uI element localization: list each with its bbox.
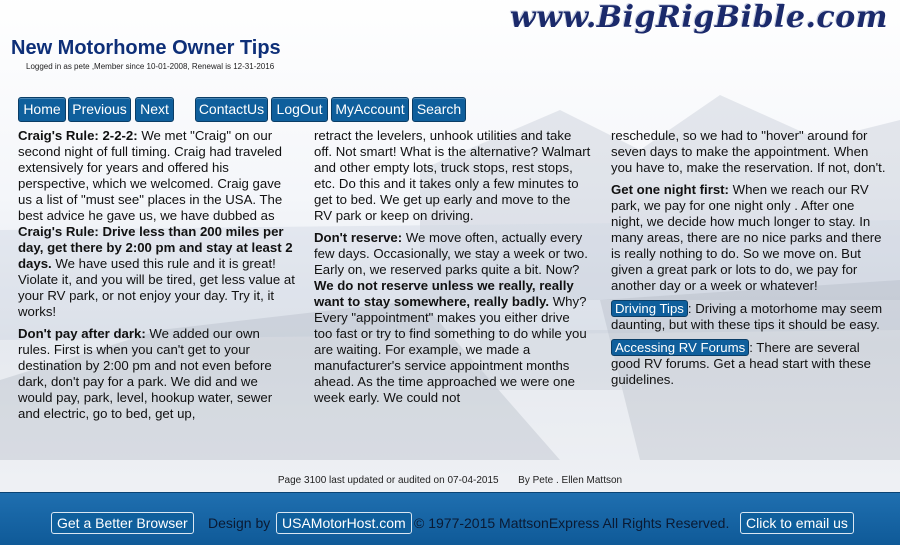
home-button[interactable]: Home [18, 97, 66, 122]
usamotorhost-link[interactable]: USAMotorHost.com [276, 512, 412, 534]
next-button[interactable]: Next [135, 97, 174, 122]
article-column-2 [314, 128, 591, 412]
heading-dont-reserve: Don't reserve: [314, 230, 403, 245]
previous-button[interactable]: Previous [68, 97, 131, 122]
heading-craigs-rule: Craig's Rule: 2-2-2: [18, 128, 138, 143]
paragraph-text: We have used this rule and it is great! Violate it, and you will be tired, get less value at your RV park, or not enjoy your day. Try it, it works! [18, 256, 295, 319]
my-account-button[interactable]: MyAccount [331, 97, 409, 122]
design-by-text: Design by [208, 515, 271, 531]
paragraph-text: We met "Craig" on our second night of full timing. Craig had traveled extensively for years and offered his perspective, which we welcomed. Craig gave us a list of "must see" places in the USA. The best advice he gave us, we have dubbed as [18, 128, 283, 223]
search-button[interactable]: Search [412, 97, 466, 122]
paragraph-text: : Driving a motorhome may seem daunting, but with these tips it should be easy. [611, 301, 883, 332]
email-us-button[interactable]: Click to email us [740, 512, 854, 534]
paragraph-dont-reserve [314, 230, 591, 406]
last-updated-text: Page 3100 last updated or audited on 07-04-2015 [277, 475, 499, 486]
author-text: By Pete . Ellen Mattson [518, 475, 623, 486]
accessing-rv-forums-link[interactable]: Accessing RV Forums [611, 339, 749, 356]
paragraph-text: reschedule, so we had to "hover" around for seven days to make the appointment. When you have to, make the reservation. If not, don't. [611, 128, 886, 175]
craigs-rule-bold: Craig's Rule: Drive less than 200 miles per day, get there by 2:00 pm and stay at least 2 days. [18, 224, 293, 271]
article-columns [18, 128, 888, 450]
paragraph-text: We added our own rules. First is when you can't get to your destination by 2:00 pm and not even before dark, don't pay for a park. We did and we would pay, park, level, hookup water, sewer and electric, go to bed, get up, [18, 326, 273, 421]
contact-us-button[interactable]: ContactUs [195, 97, 268, 122]
paragraph-text: Why? Every "appointment" makes you either drive too fast or try to find something to do while you are waiting. For example, we made a manufacturer's service appointment months ahead. As the time approached we were one week early. We could not [314, 294, 587, 405]
heading-dont-pay-after-dark: Don't pay after dark: [18, 326, 146, 341]
paragraph-continued [314, 128, 591, 224]
footer-bar [0, 492, 900, 545]
paragraph-craigs-rule [18, 128, 295, 320]
paragraph-continued [611, 128, 888, 176]
dont-reserve-bold: We do not reserve unless we really, really want to stay somewhere, really badly. [314, 278, 574, 309]
logout-button[interactable]: LogOut [271, 97, 328, 122]
paragraph-rv-forums [611, 339, 888, 388]
article-column-3 [611, 128, 888, 394]
page-title: New Motorhome Owner Tips [11, 37, 281, 59]
paragraph-dont-pay-after-dark [18, 326, 295, 422]
heading-get-one-night-first: Get one night first: [611, 182, 729, 197]
copyright-text: © 1977-2015 MattsonExpress All Rights Reserved. [414, 515, 730, 531]
article-column-1 [18, 128, 295, 428]
login-status-text: Logged in as pete ,Member since 10-01-2008, Renewal is 12-31-2016 [26, 62, 275, 71]
get-better-browser-button[interactable]: Get a Better Browser [51, 512, 194, 534]
paragraph-text: retract the levelers, unhook utilities and take off. Not smart! What is the alternative? Walmart and other empty lots, truck stops, rest stops, etc. Do this and it takes only a few minutes to get to bed. We get up early and move to the RV park or keep on driving. [314, 128, 591, 223]
paragraph-text: : There are several good RV forums. Get a head start with these guidelines. [611, 340, 871, 387]
site-logo: www.BigRigBible.com [509, 0, 888, 35]
paragraph-text: We move often, actually every few days. Occasionally, we stay a week or two. Early on, we reserved parks quite a bit. Now? [314, 230, 588, 277]
paragraph-get-one-night-first [611, 182, 888, 294]
paragraph-text: When we reach our RV park, we pay for one night only . After one night, we decide how much longer to stay. In many areas, there are no nice parks and there is really nothing to do. So we move on. But given a great park or lots to do, we pay for another day or a week or whatever! [611, 182, 882, 293]
driving-tips-link[interactable]: Driving Tips [611, 300, 688, 317]
page-audit-line [0, 475, 900, 486]
paragraph-driving-tips [611, 300, 888, 333]
